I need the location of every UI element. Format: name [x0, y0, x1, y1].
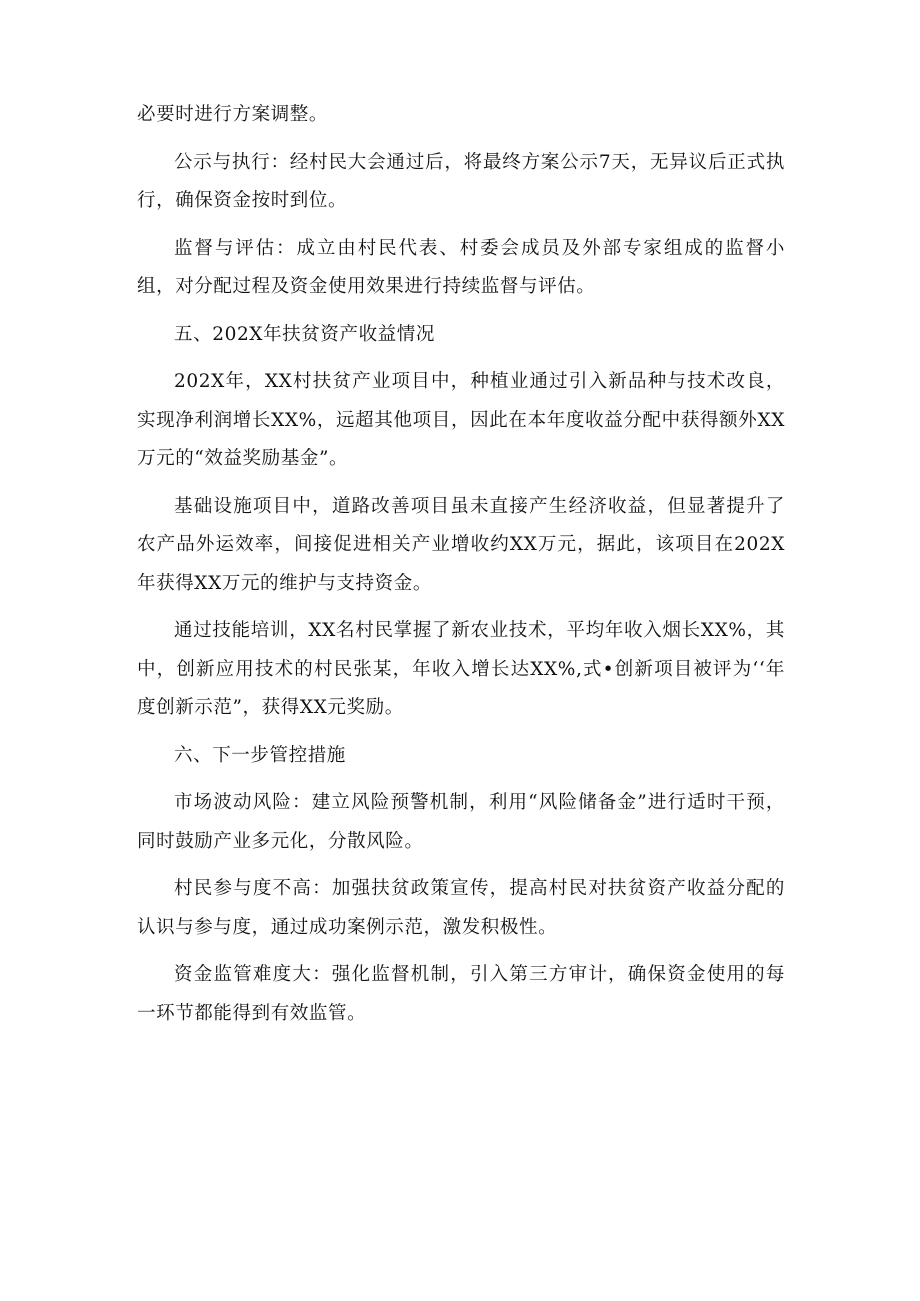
section-heading-six: 六、下一步管控措施 — [174, 744, 346, 766]
paragraph-market-risk: 市场波动风险：建立风险预警机制，利用“风险储备金”进行适时干预，同时鼓励产业多元化，分散风险。 — [137, 792, 785, 852]
paragraph-infrastructure: 基础设施项目中，道路改善项目虽未直接产生经济收益，但显著提升了农产品外运效率，间接促进相关产业增收约XX万元，据此，该项目在202X年获得XX万元的维护与支持资金。 — [137, 495, 785, 594]
paragraph-fund-supervision: 资金监管难度大：强化监督机制，引入第三方审计，确保资金使用的每一环节都能得到有效监管。 — [137, 964, 785, 1024]
paragraph-publicity-execution: 公示与执行：经村民大会通过后，将最终方案公示7天，无异议后正式执行，确保资金按时到位。 — [137, 151, 785, 211]
paragraph-continuation: 必要时进行方案调整。 — [137, 104, 329, 125]
paragraph-skills-training: 通过技能培训，XX名村民掌握了新农业技术，平均年收入烟长XX%，其中，创新应用技术的村民张某，年收入增长达XX%,式•创新项目被评为‘‘年度创新示范”，获得XX元奖励。 — [137, 620, 785, 718]
paragraph-planting-income: 202X年，XX村扶贫产业项目中，种植业通过引入新品种与技术改良，实现净利润增长XX%，远超其他项目，因此在本年度收益分配中获得额外XX万元的“效益奖励基金”。 — [137, 371, 785, 469]
paragraph-villager-participation: 村民参与度不高：加强扶贫政策宣传，提高村民对扶贫资产收益分配的认识与参与度，通过成功案例示范，激发积极性。 — [137, 878, 785, 938]
paragraph-supervision-evaluation: 监督与评估：成立由村民代表、村委会成员及外部专家组成的监督小组，对分配过程及资金使用效果进行持续监督与评估。 — [137, 237, 785, 297]
document-body — [137, 96, 785, 1042]
section-heading-five: 五、202X年扶贫资产收益情况 — [174, 323, 435, 345]
